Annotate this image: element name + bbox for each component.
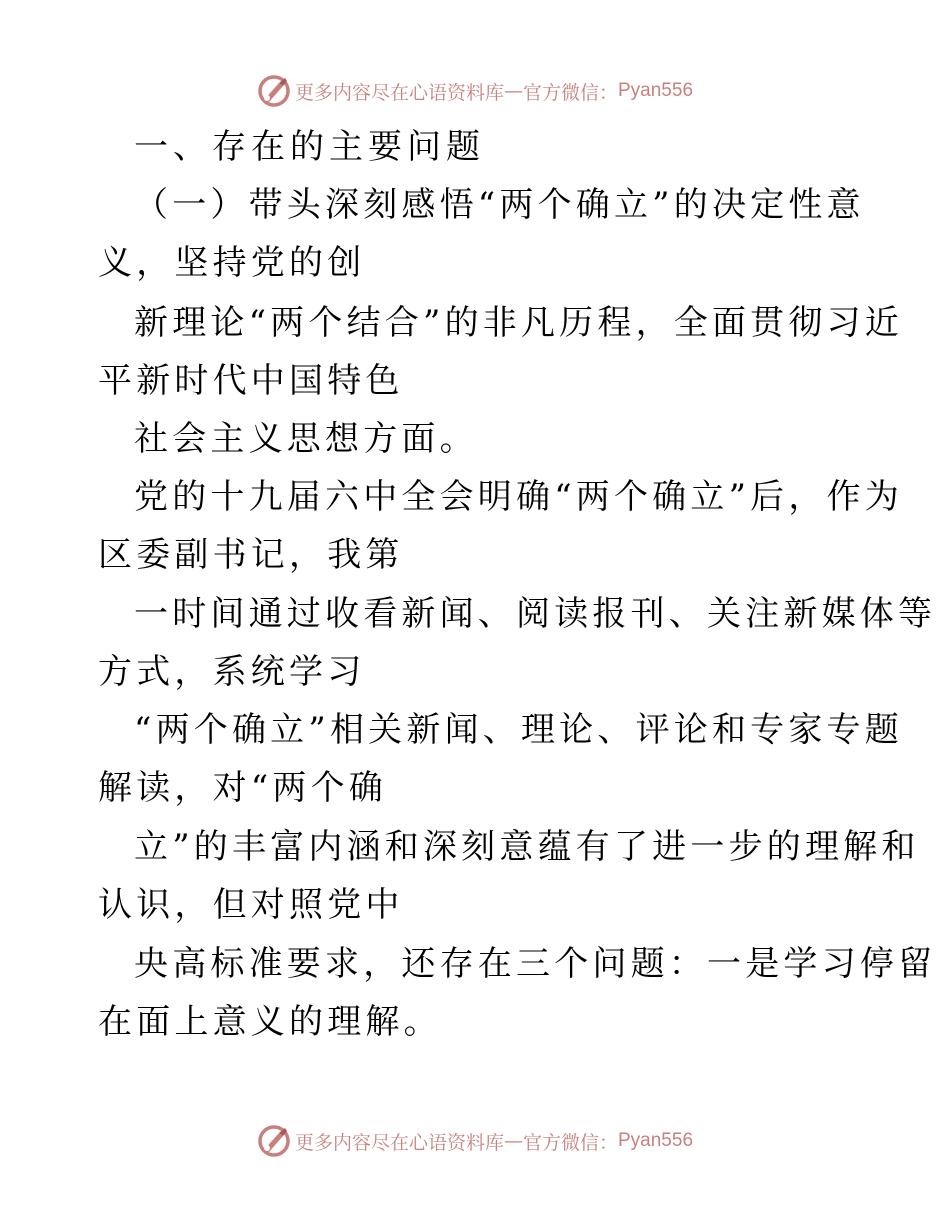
paragraph-line: 新理论“两个结合”的非凡历程，全面贯彻习近 [134,303,903,343]
paragraph-line: 央高标准要求，还存在三个问题：一是学习停留 [134,944,937,984]
watermark-text: 更多内容尽在心语资料库 [294,1131,504,1154]
paragraph-line: 在面上意义的理解。 [98,1002,442,1042]
paragraph-line: 认识，但对照党中 [98,885,404,925]
paragraph-line: 一时间通过收看新闻、阅读报刊、关注新媒体等 [134,594,937,634]
paragraph-line: 解读，对“两个确 [98,768,387,808]
brush-logo-icon [257,1124,291,1158]
paragraph-line: 党的十九届六中全会明确“两个确立”后，作为 [134,477,903,517]
watermark-wechat-id: Pyan556 [618,80,694,101]
footer-watermark [0,1121,950,1161]
header-watermark [0,71,950,111]
section-heading: 一、存在的主要问题 [134,127,485,167]
paragraph-line: 义，坚持党的创 [98,243,366,283]
paragraph-line: 区委副书记，我第 [98,535,404,575]
paragraph-line: 方式，系统学习 [98,652,366,692]
paragraph-line: “两个确立”相关新闻、理论、评论和专家专题 [134,710,903,750]
watermark-dash: — [503,1130,523,1152]
watermark-official-label: 官方微信： [522,1131,618,1154]
paragraph-line: 平新时代中国特色 [98,361,404,401]
watermark-dash: — [503,80,523,102]
brush-logo-icon [257,74,291,108]
paragraph-line: 社会主义思想方面。 [134,419,478,459]
watermark-wechat-id: Pyan556 [618,1130,694,1151]
paragraph-line: 立”的丰富内涵和深刻意蕴有了进一步的理解和 [134,827,920,867]
watermark-official-label: 官方微信： [522,81,618,104]
watermark-text: 更多内容尽在心语资料库 [294,81,504,104]
paragraph-line: （一）带头深刻感悟“两个确立”的决定性意 [134,185,865,225]
